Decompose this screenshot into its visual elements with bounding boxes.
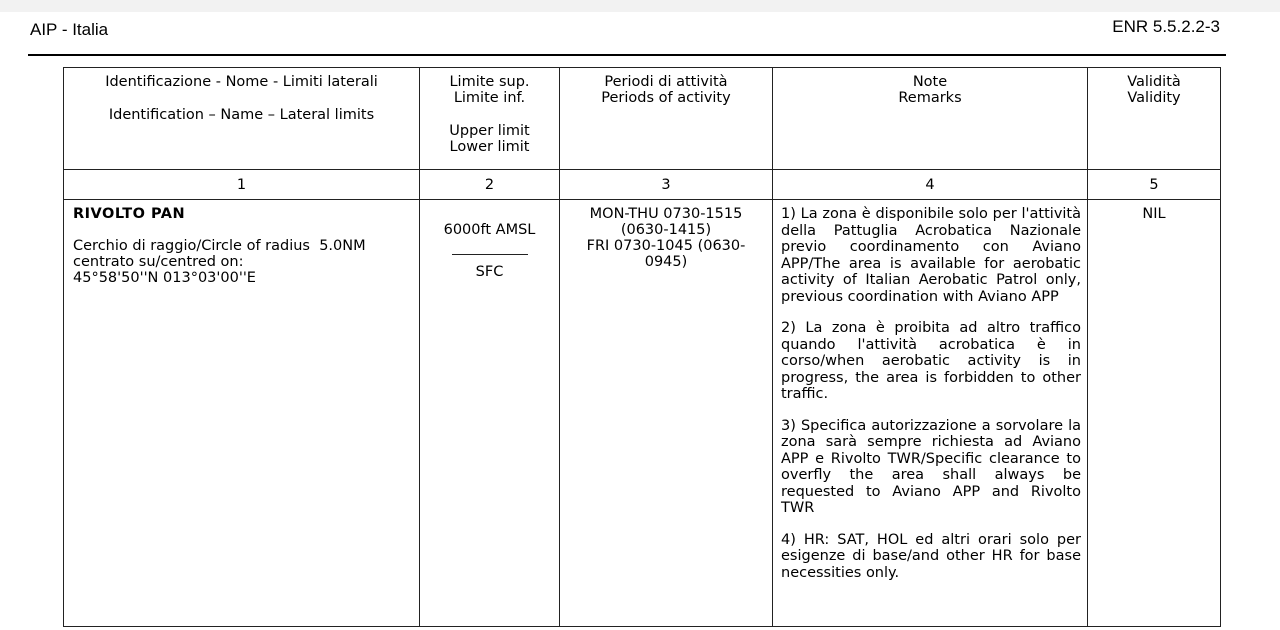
column-number: 1 xyxy=(64,170,420,200)
header-periods-en: Periods of activity xyxy=(601,90,731,106)
validity-cell: NIL xyxy=(1088,200,1221,627)
cell-spacer xyxy=(73,222,411,238)
aip-table xyxy=(63,67,1221,627)
column-number: 4 xyxy=(773,170,1088,200)
period-line: MON-THU 0730-1515 xyxy=(589,206,743,222)
remark-item: 3) Specifica autorizzazione a sorvolare la zona sarà sempre richiesta ad Aviano APP e Rivolto TWR/Specific clearance to overfly the area shall always be requested to Aviano APP and Rivolto TWR xyxy=(781,417,1081,516)
column-number: 2 xyxy=(420,170,560,200)
header-lower-limit: Lower limit xyxy=(449,139,530,155)
header-validita-it: Validità xyxy=(1127,74,1181,90)
header-rule xyxy=(28,54,1226,56)
remark-item: 4) HR: SAT, HOL ed altri orari solo per esigenze di base/and other HR for base necessities only. xyxy=(781,531,1081,581)
remark-item: 2) La zona è proibita ad altro traffico quando l'attività acrobatica è in corso/when aerobatic activity is in progress, the area is forbidden to other traffic. xyxy=(781,320,1081,402)
header-remarks xyxy=(773,68,1088,170)
column-number: 3 xyxy=(560,170,773,200)
header-spacer xyxy=(64,90,419,107)
header-upper-limit: Upper limit xyxy=(449,123,530,139)
header-periods xyxy=(560,68,773,170)
page-reference: ENR 5.5.2.2-3 xyxy=(1112,17,1220,36)
lateral-limit-line: Cerchio di raggio/Circle of radius 5.0NM xyxy=(73,238,366,254)
table-header-row xyxy=(64,68,1221,170)
zone-identification-cell xyxy=(64,200,420,627)
header-limits xyxy=(420,68,560,170)
activity-periods-cell xyxy=(560,200,773,627)
column-number-row xyxy=(64,170,1221,200)
remark-item: 1) La zona è disponibile solo per l'attività della Pattuglia Acrobatica Nazionale previo coordinamento con Aviano APP/The area is available for aerobatic activity of Italian Aerobatic Patrol only, previous coordination with Aviano APP xyxy=(781,206,1081,305)
limit-separator xyxy=(452,244,528,255)
header-validity-en: Validity xyxy=(1127,90,1181,106)
header-limit-inf: Limite inf. xyxy=(453,90,526,106)
lateral-limit-line: centrato su/centred on: xyxy=(73,254,244,270)
publication-title: AIP - Italia xyxy=(30,20,109,39)
header-limit-sup: Limite sup. xyxy=(449,74,530,90)
header-identification-en: Identification – Name – Lateral limits xyxy=(108,107,375,123)
table-row xyxy=(64,200,1221,627)
zone-coordinates: 45°58'50''N 013°03'00''E xyxy=(73,270,256,286)
header-note-it: Note xyxy=(912,74,948,90)
header-validity xyxy=(1088,68,1221,170)
top-strip xyxy=(0,0,1280,12)
upper-limit-value: 6000ft AMSL xyxy=(443,222,536,238)
header-identification xyxy=(64,68,420,170)
lower-limit-value: SFC xyxy=(475,264,504,280)
header-spacer xyxy=(420,106,559,123)
remarks-cell xyxy=(773,200,1088,627)
vertical-limits-cell xyxy=(420,200,560,627)
header-periods-it: Periodi di attività xyxy=(604,74,728,90)
header-identification-it: Identificazione - Nome - Limiti laterali xyxy=(105,74,378,90)
column-number: 5 xyxy=(1088,170,1221,200)
period-line: FRI 0730-1045 (0630-0945) xyxy=(586,238,746,270)
header-remarks-en: Remarks xyxy=(898,90,962,106)
zone-name: RIVOLTO PAN xyxy=(73,206,186,222)
period-line: (0630-1415) xyxy=(620,222,712,238)
